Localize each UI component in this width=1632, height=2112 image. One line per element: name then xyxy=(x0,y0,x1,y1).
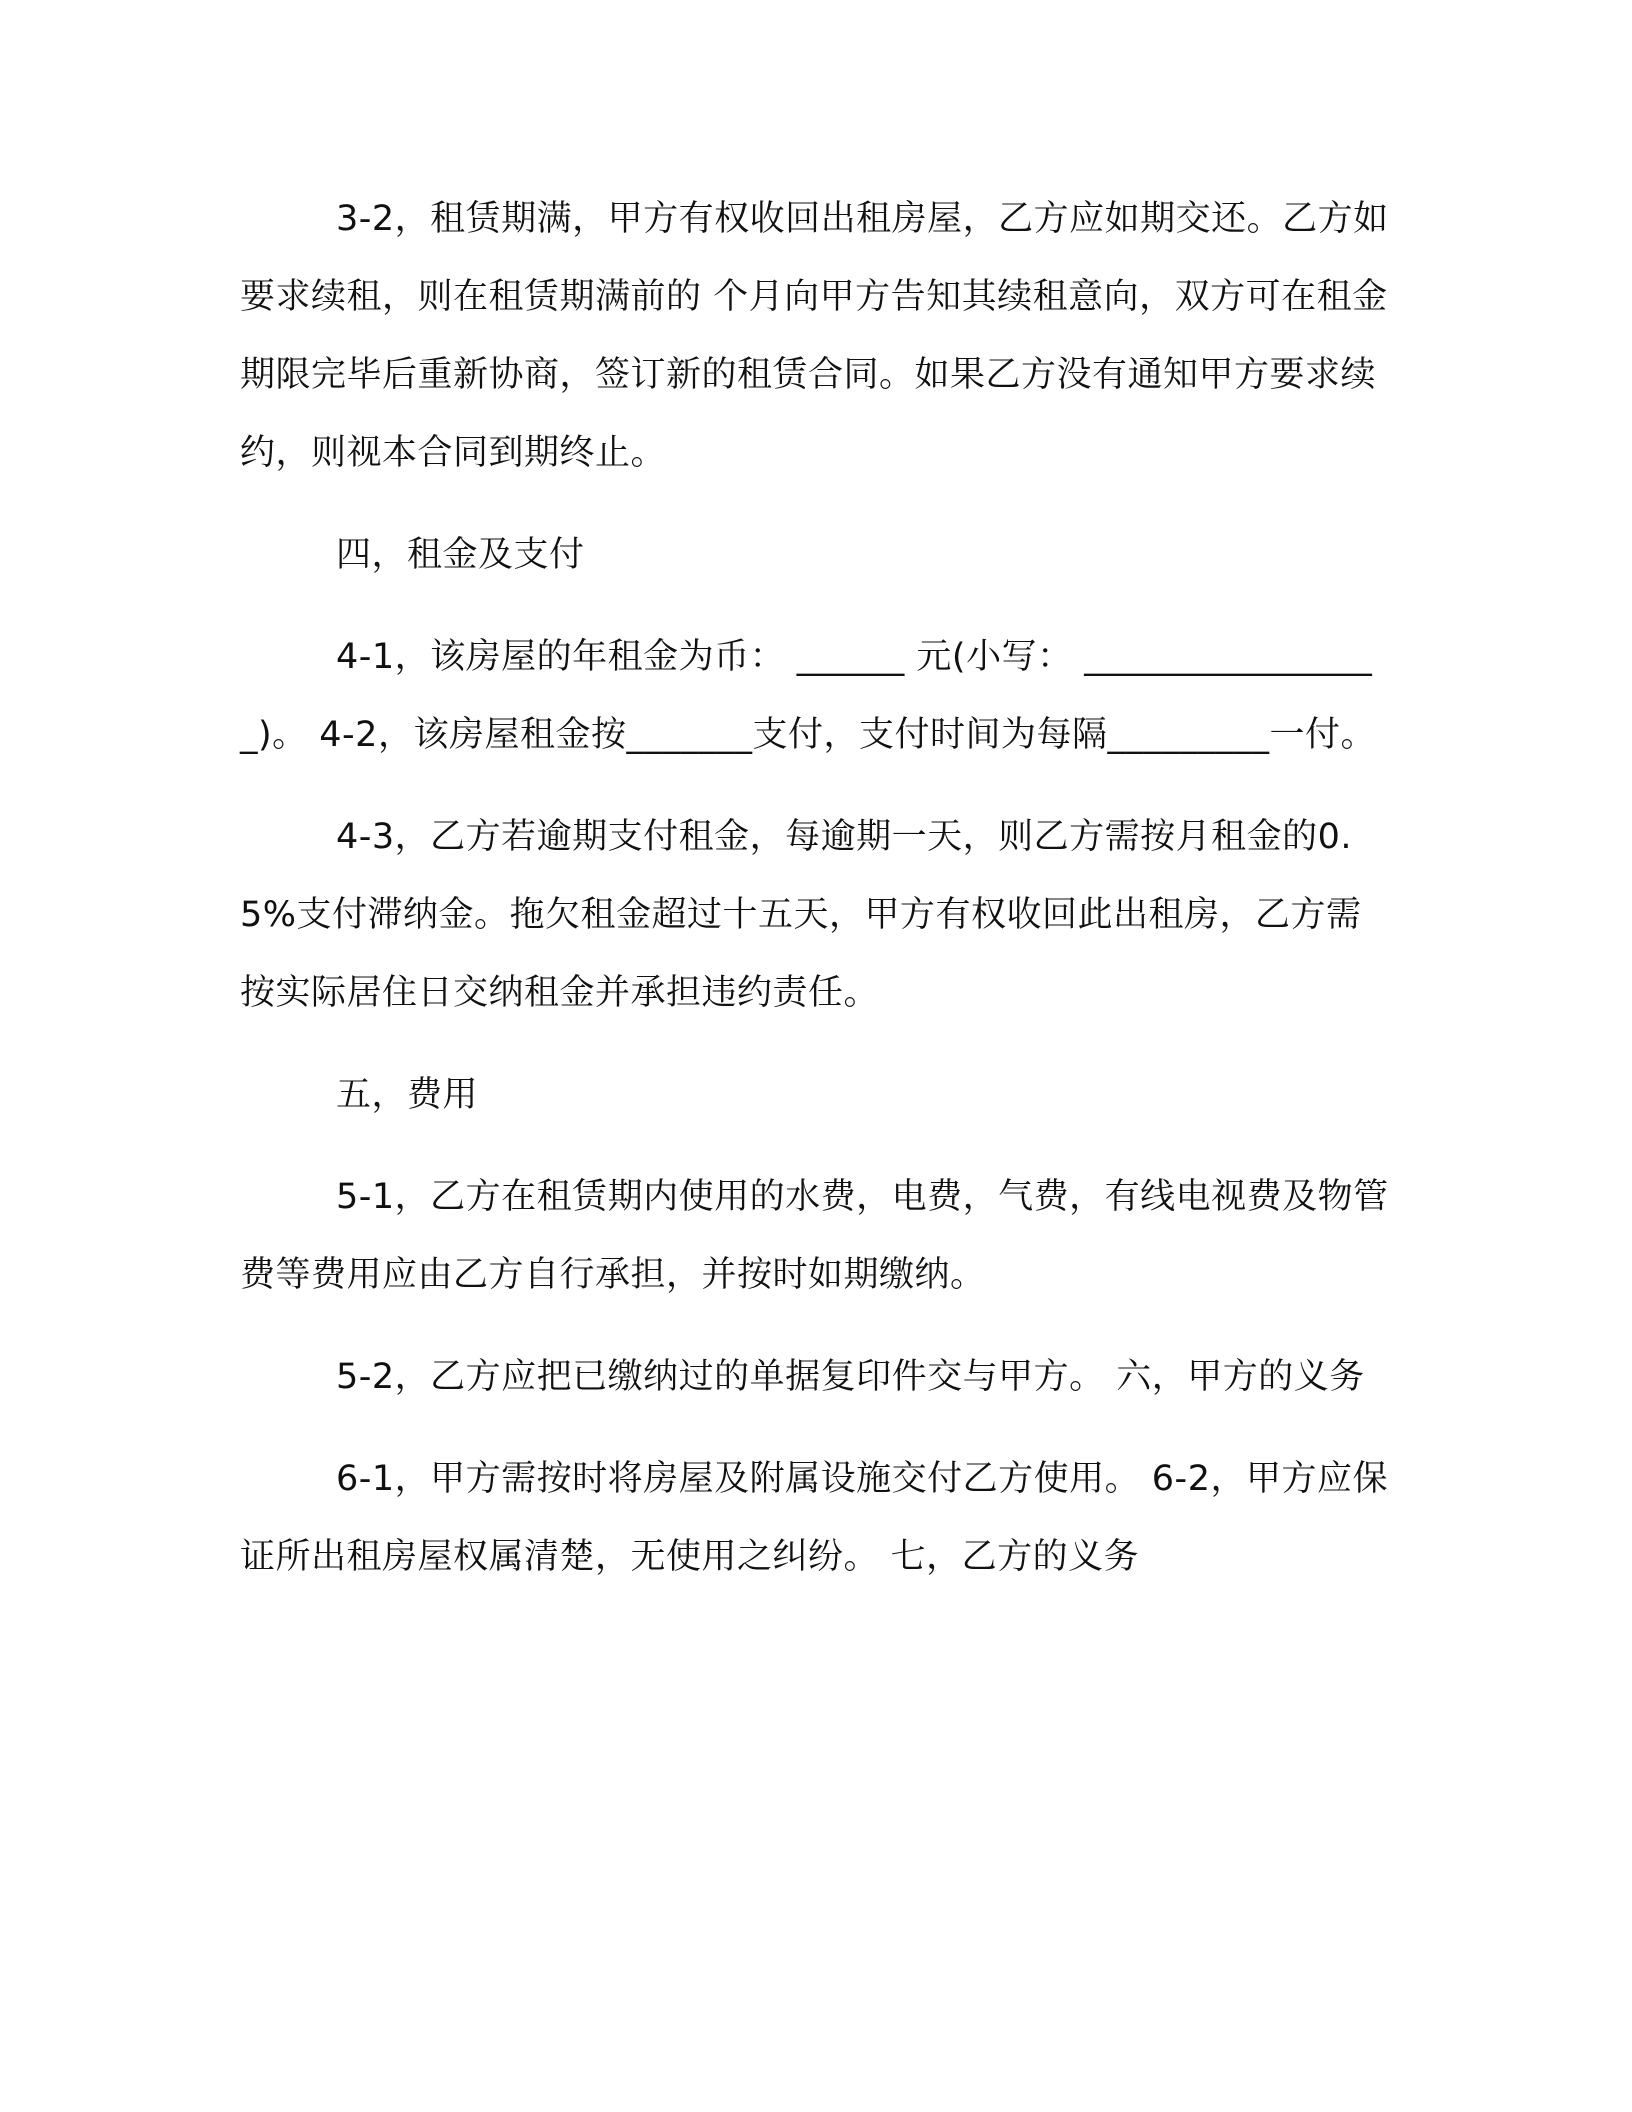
document-body xyxy=(240,180,1390,1620)
clause-5-1: 5-1，乙方在租赁期内使用的水费，电费，气费，有线电视费及物管费等费用应由乙方自行承担，并按时如期缴纳。 xyxy=(240,1177,1389,1295)
section-heading-fees: 五，费用 xyxy=(336,1075,479,1115)
clause-4-1-4-2: 4-1，该房屋的年租金为币： ______ 元(小写： _________________)。 4-2，该房屋租金按_______支付，支付时间为每隔_________一付。 xyxy=(240,637,1376,755)
clause-3-2: 3-2，租赁期满，甲方有权收回出租房屋，乙方应如期交还。乙方如要求续租，则在租赁期满前的 个月向甲方告知其续租意向，双方可在租金期限完毕后重新协商，签订新的租赁合同。如果乙方没有通知甲方要求续约，则视本合同到期终止。 xyxy=(240,199,1389,473)
clause-5-2: 5-2，乙方应把已缴纳过的单据复印件交与甲方。 六，甲方的义务 xyxy=(336,1357,1365,1397)
section-heading-rent-payment: 四，租金及支付 xyxy=(336,535,585,575)
clause-6-1-6-2: 6-1，甲方需按时将房屋及附属设施交付乙方使用。 6-2，甲方应保证所出租房屋权属清楚，无使用之纠纷。 七，乙方的义务 xyxy=(240,1459,1388,1577)
clause-4-3: 4-3，乙方若逾期支付租金，每逾期一天，则乙方需按月租金的0.5%支付滞纳金。拖欠租金超过十五天，甲方有权收回此出租房，乙方需按实际居住日交纳租金并承担违约责任。 xyxy=(240,817,1362,1013)
